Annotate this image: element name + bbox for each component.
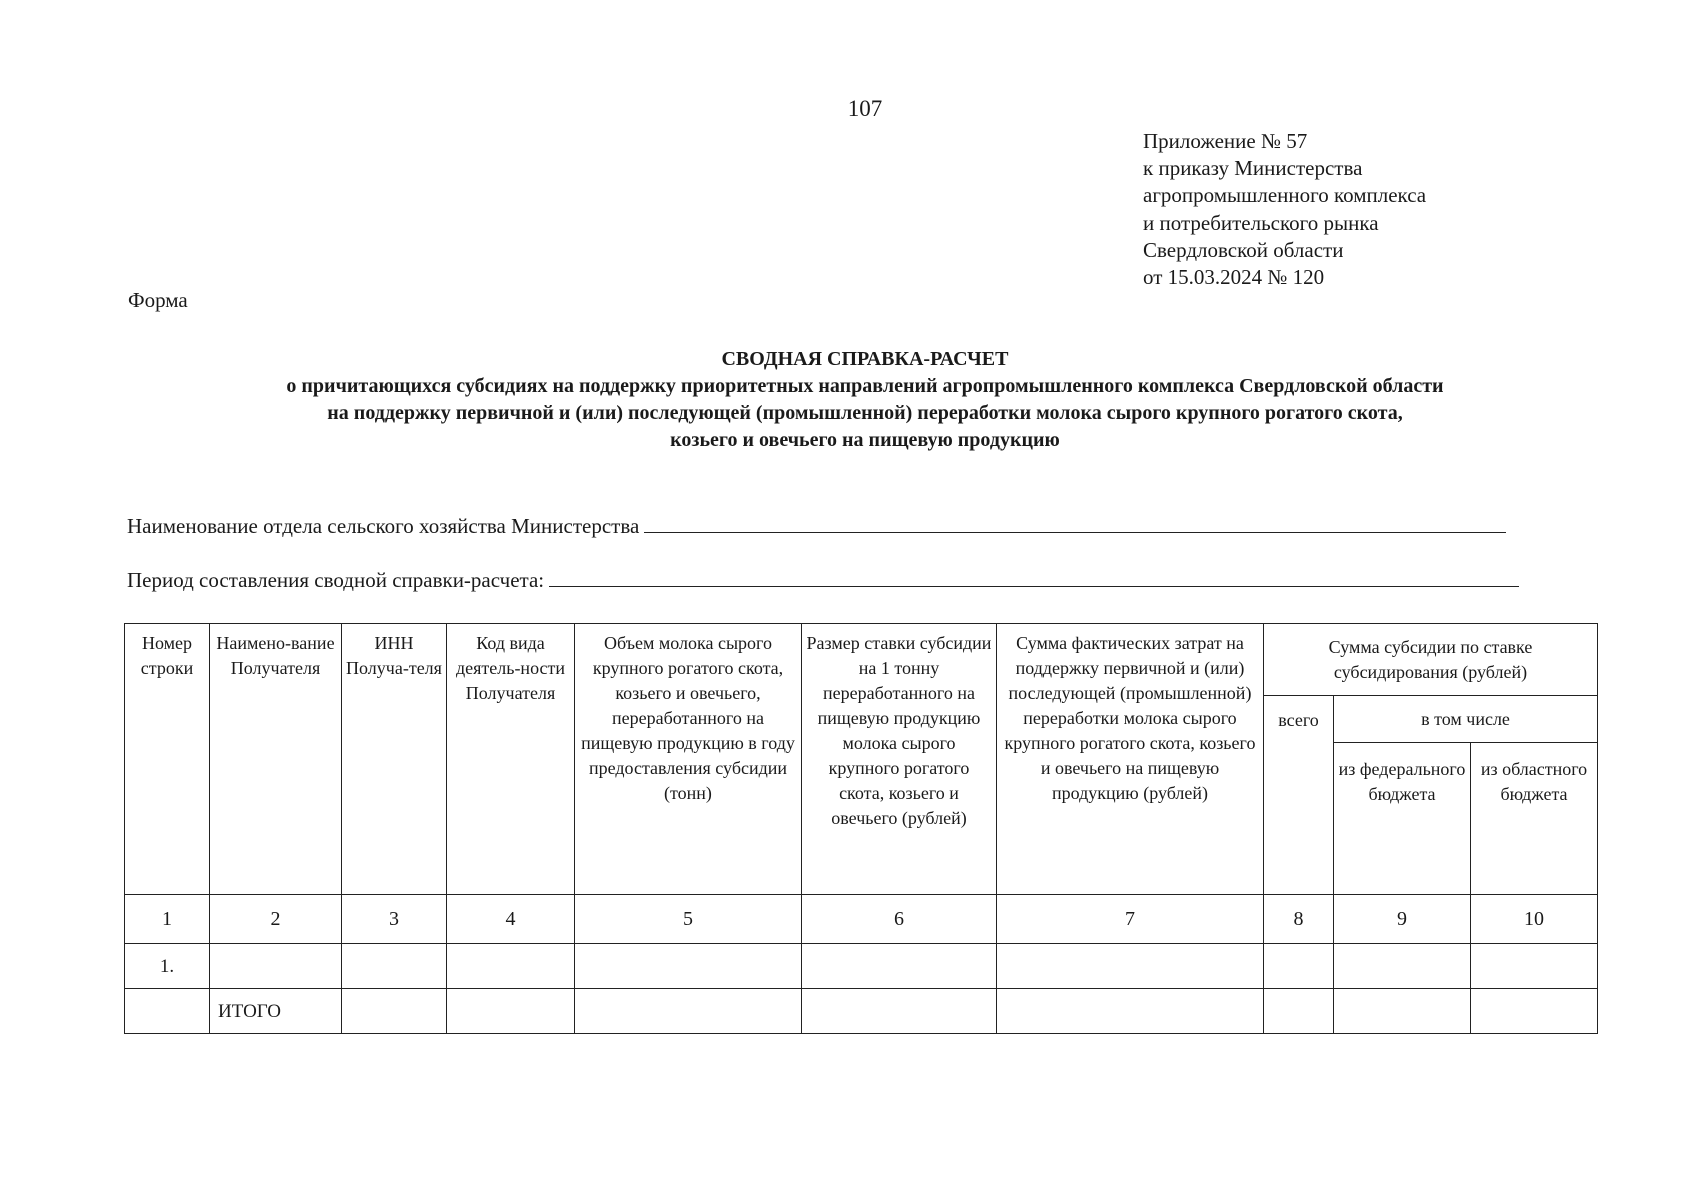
column-number: 5 bbox=[575, 895, 802, 944]
title-main: СВОДНАЯ СПРАВКА-РАСЧЕТ bbox=[721, 348, 1009, 370]
actual-costs-cell[interactable] bbox=[997, 989, 1264, 1034]
federal-budget-cell[interactable] bbox=[1334, 989, 1471, 1034]
title-subtitle-line: о причитающихся субсидиях на поддержку приоритетных направлений агропромышленного комплекса Свердловской области bbox=[286, 375, 1444, 397]
department-field bbox=[127, 512, 1506, 539]
period-label: Период составления сводной справки-расчета: bbox=[127, 568, 545, 592]
regional-budget-cell[interactable] bbox=[1471, 989, 1598, 1034]
recipient-inn-cell[interactable] bbox=[342, 989, 447, 1034]
period-blank-line[interactable] bbox=[549, 566, 1519, 587]
form-label: Форма bbox=[128, 288, 188, 312]
subsidy-total-cell[interactable] bbox=[1264, 989, 1334, 1034]
appendix-line: Свердловской области bbox=[1143, 237, 1344, 262]
header-recipient-inn: ИНН Получа-теля bbox=[342, 624, 447, 895]
appendix-line: от 15.03.2024 № 120 bbox=[1143, 265, 1325, 290]
appendix-line: Приложение № 57 bbox=[1143, 129, 1308, 153]
header-total: всего bbox=[1264, 696, 1334, 895]
recipient-inn-cell[interactable] bbox=[342, 944, 447, 989]
federal-budget-cell[interactable] bbox=[1334, 944, 1471, 989]
title-subtitle-line: козьего и овечьего на пищевую продукцию bbox=[670, 429, 1060, 451]
header-regional-budget: из областного бюджета bbox=[1471, 743, 1598, 895]
table-row bbox=[125, 944, 1598, 989]
subsidy-rate-cell[interactable] bbox=[802, 944, 997, 989]
regional-budget-cell[interactable] bbox=[1471, 944, 1598, 989]
subsidy-rate-cell[interactable] bbox=[802, 989, 997, 1034]
column-number-row bbox=[125, 895, 1598, 944]
column-number: 6 bbox=[802, 895, 997, 944]
department-label: Наименование отдела сельского хозяйства Министерства bbox=[127, 514, 640, 538]
milk-volume-cell[interactable] bbox=[575, 989, 802, 1034]
header-actual-costs: Сумма фактических затрат на поддержку первичной и (или) последующей (промышленной) переработки молока сырого крупного рогатого скота, козьего и овечьего на пищевую продукцию (рублей) bbox=[997, 624, 1264, 895]
appendix-line: к приказу Министерства bbox=[1143, 156, 1363, 181]
column-number: 8 bbox=[1264, 895, 1334, 944]
header-federal-budget: из федерального бюджета bbox=[1334, 743, 1471, 895]
header-activity-code: Код вида деятель-ности Получателя bbox=[447, 624, 575, 895]
recipient-name-cell[interactable] bbox=[210, 944, 342, 989]
milk-volume-cell[interactable] bbox=[575, 944, 802, 989]
calculation-table bbox=[124, 623, 1598, 1034]
appendix-line: и потребительского рынка bbox=[1143, 210, 1379, 235]
header-subsidy-rate: Размер ставки субсидии на 1 тонну переработанного на пищевую продукцию молока сырого крупного рогатого скота, козьего и овечьего (рублей) bbox=[802, 624, 997, 895]
table-row-total bbox=[125, 989, 1598, 1034]
header-recipient-name: Наимено-вание Получателя bbox=[210, 624, 342, 895]
column-number: 2 bbox=[210, 895, 342, 944]
column-number: 1 bbox=[125, 895, 210, 944]
period-field bbox=[127, 566, 1519, 593]
subsidy-total-cell[interactable] bbox=[1264, 944, 1334, 989]
header-including: в том числе bbox=[1334, 696, 1598, 743]
appendix-block bbox=[1143, 128, 1426, 291]
total-label: ИТОГО bbox=[210, 989, 342, 1034]
row-number-cell[interactable]: 1. bbox=[125, 944, 210, 989]
department-blank-line[interactable] bbox=[644, 512, 1506, 533]
column-number: 7 bbox=[997, 895, 1264, 944]
column-number: 4 bbox=[447, 895, 575, 944]
activity-code-cell[interactable] bbox=[447, 989, 575, 1034]
row-number-cell[interactable] bbox=[125, 989, 210, 1034]
activity-code-cell[interactable] bbox=[447, 944, 575, 989]
title-subtitle-line: на поддержку первичной и (или) последующей (промышленной) переработки молока сырого крупного рогатого скота, bbox=[327, 402, 1403, 424]
column-number: 10 bbox=[1471, 895, 1598, 944]
header-subsidy-amount-group: Сумма субсидии по ставке субсидирования (рублей) bbox=[1264, 624, 1598, 696]
header-milk-volume: Объем молока сырого крупного рогатого скота, козьего и овечьего, переработанного на пищевую продукцию в году предоставления субсидии (тонн) bbox=[575, 624, 802, 895]
appendix-line: агропромышленного комплекса bbox=[1143, 183, 1427, 208]
column-number: 9 bbox=[1334, 895, 1471, 944]
header-row-number: Номер строки bbox=[125, 624, 210, 895]
document-title bbox=[120, 346, 1610, 454]
column-number: 3 bbox=[342, 895, 447, 944]
page-number: 107 bbox=[847, 96, 883, 121]
actual-costs-cell[interactable] bbox=[997, 944, 1264, 989]
